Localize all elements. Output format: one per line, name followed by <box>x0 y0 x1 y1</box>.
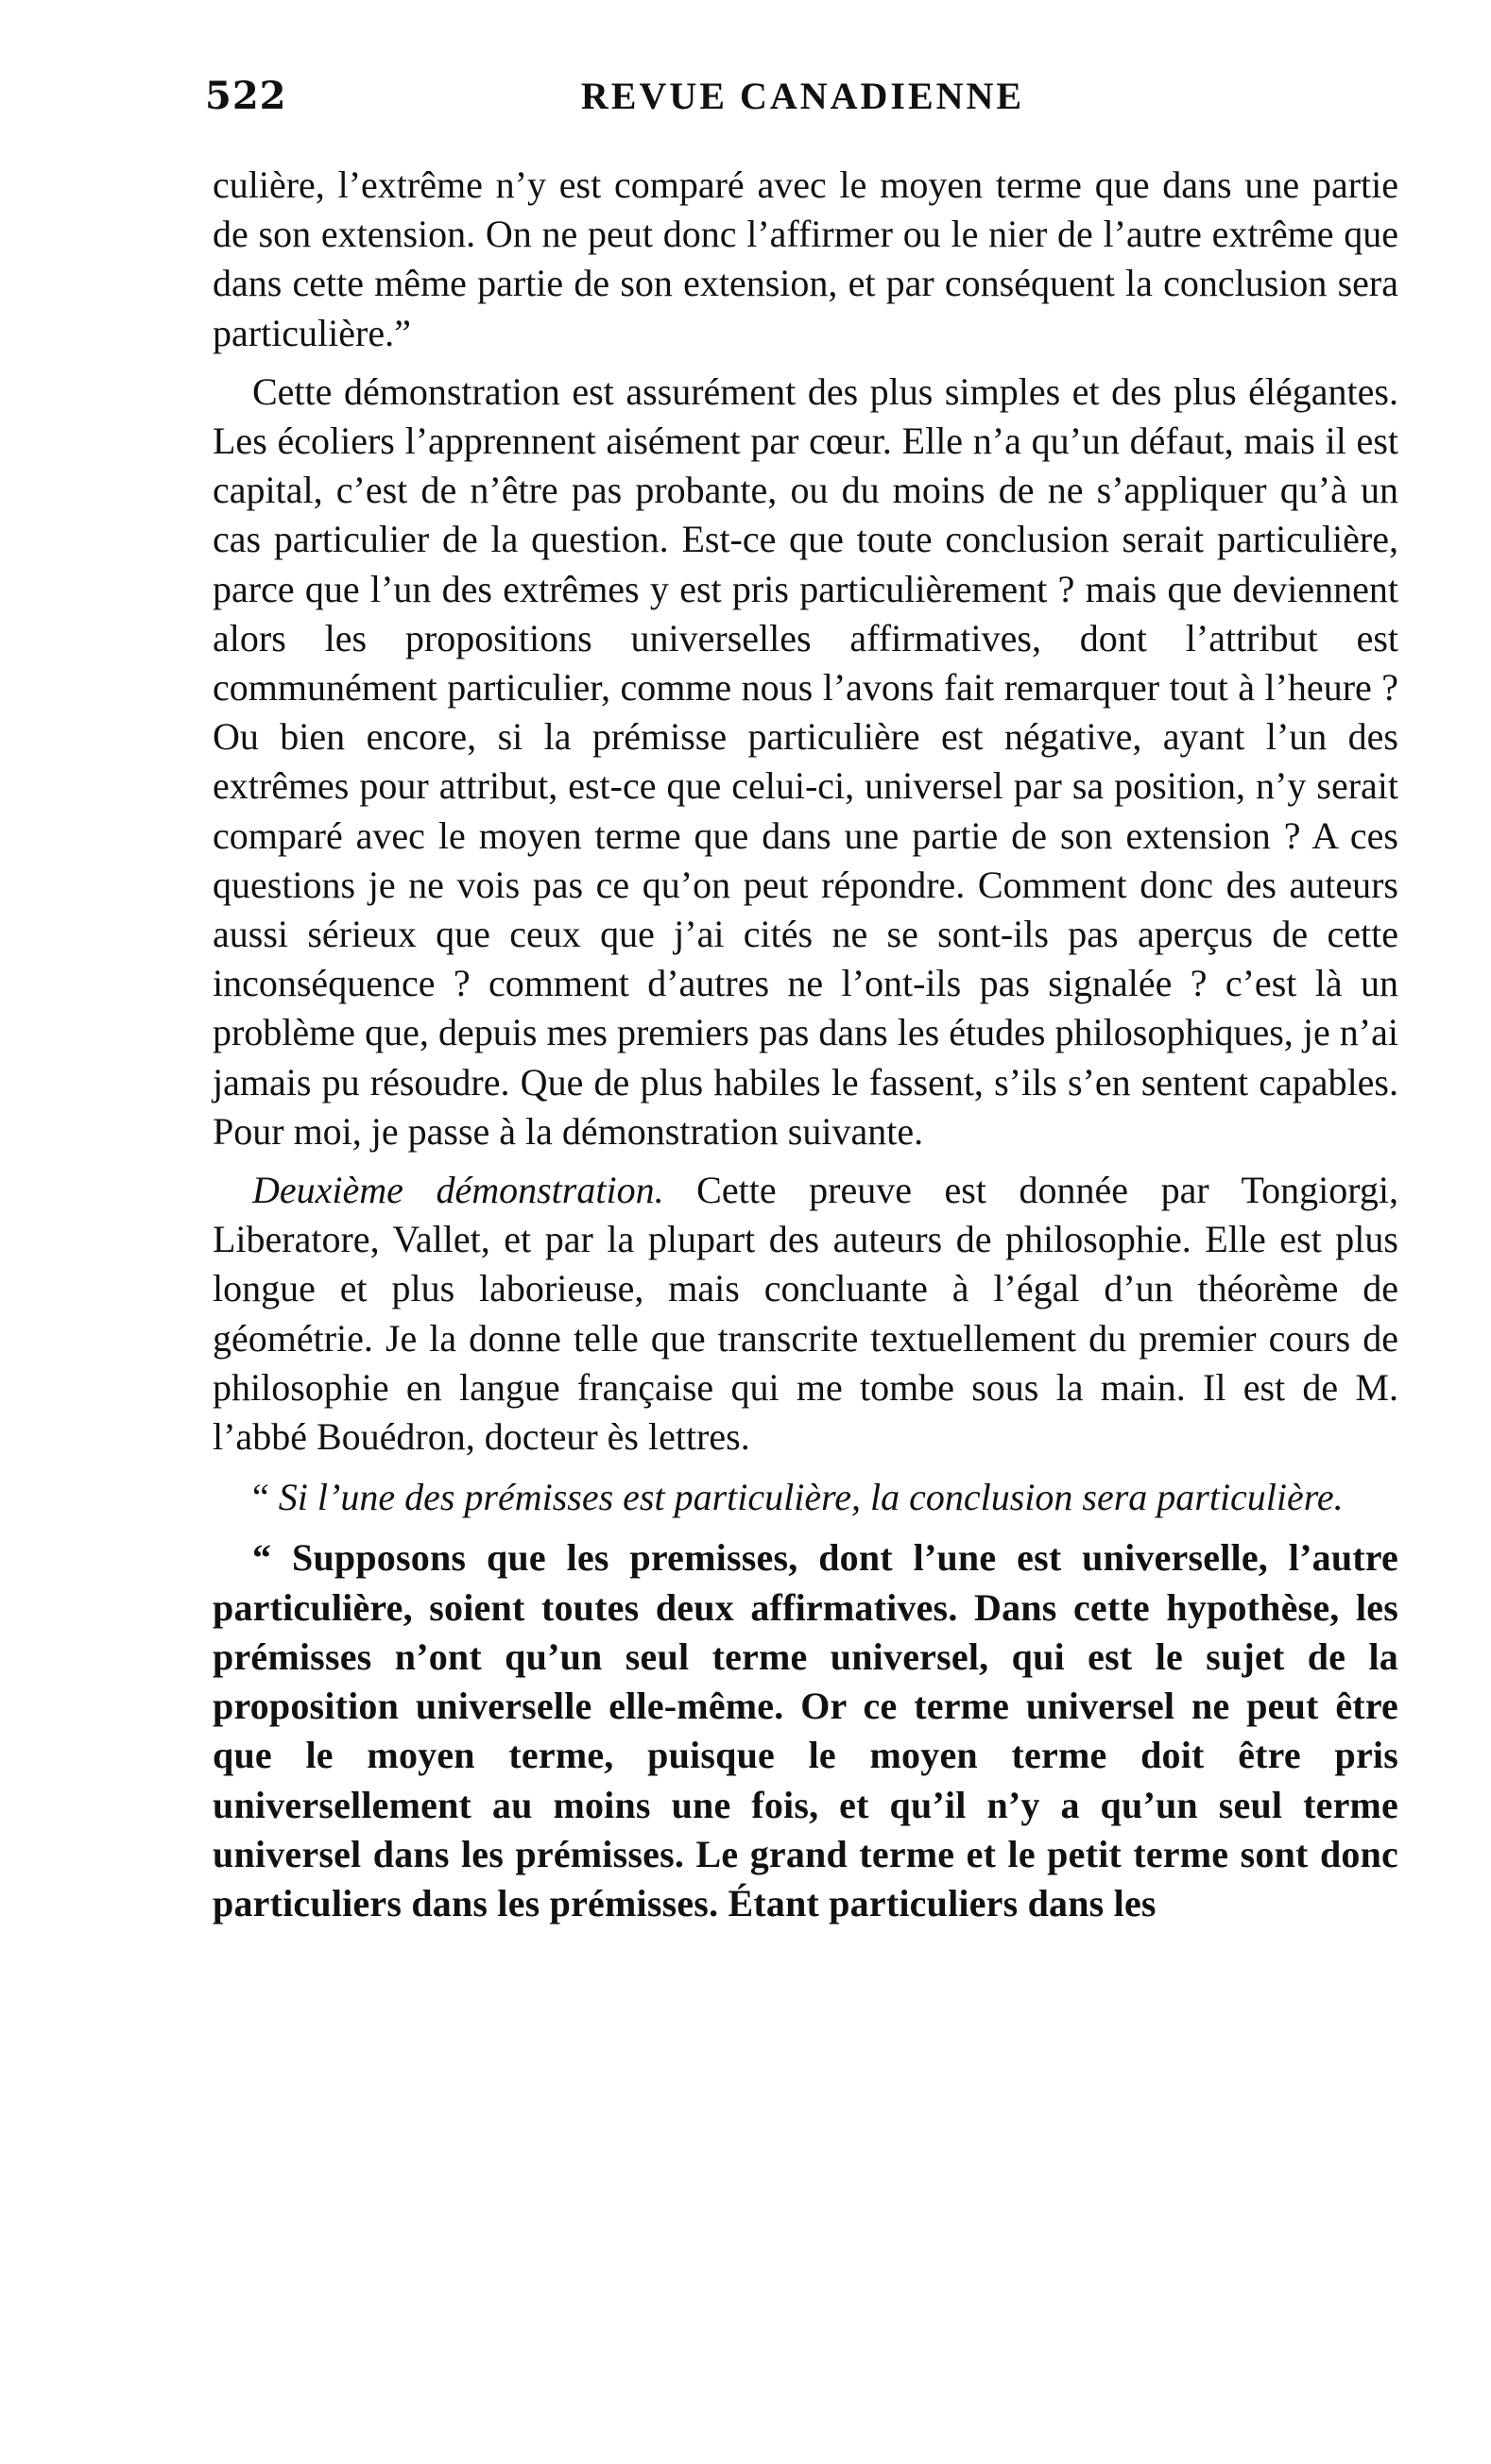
paragraph-first-demonstration-critique: Cette démonstration est assurément des plus simples et des plus élégantes. Les écoliers l’apprennent aisément par cœur. Elle n’a qu’un défaut, mais il est capital, c’est de n’être pas probante, ou du moins de ne s’appliquer qu’à un cas particulier de la question. Est-ce que toute conclusion serait particulière, parce que l’un des extrêmes y est pris particulièrement ? mais que deviennent alors les propositions universelles affirmatives, dont l’attribut est communément particulier, comme nous l’avons fait remarquer tout à l’heure ? Ou bien encore, si la prémisse particulière est négative, ayant l’un des extrêmes pour attribut, est-ce que celui-ci, universel par sa position, n’y serait comparé avec le moyen terme que dans une partie de son extension ? A ces questions je ne vois pas ce qu’on peut répondre. Comment donc des auteurs aussi sérieux que ceux que j’ai cités ne se sont-ils pas aperçus de cette inconséquence ? comment d’autres ne l’ont-ils pas signalée ? c’est là un problème que, depuis mes premiers pas dans les études philosophiques, je n’ai jamais pu résoudre. Que de plus habiles le fassent, s’ils s’en sentent capables. Pour moi, je passe à la démonstration suivante. <box>213 369 1398 1153</box>
quoted-theorem-text: Si l’une des prémisses est particulière, la conclusion sera particulière. <box>278 1476 1344 1519</box>
page-number: 522 <box>205 74 287 118</box>
paragraph-continuation: culière, l’extrême n’y est comparé avec le moyen terme que dans une partie de son extension. On ne peut donc l’affirmer ou le nier de l’autre extrême que dans cette même partie de son extension, et par conséquent la conclusion sera particulière.” <box>213 163 1398 354</box>
page-header <box>205 74 1400 140</box>
paragraph-second-demonstration-text: Cette preuve est donnée par Tongiorgi, Liberatore, Vallet, et par la plupart des auteurs de philosophie. Elle est plus longue et plus laborieuse, mais concluante à l’égal d’un théorème de géométrie. Je la donne telle que transcrite textuellement du premier cours de philosophie en langue française qui me tombe sous la main. Il est de M. l’abbé Bouédron, docteur ès lettres. <box>213 1169 1399 1459</box>
quote-open-mark: “ <box>252 1476 279 1519</box>
body-text <box>213 161 1398 1928</box>
section-heading-italic: Deuxième démonstration. <box>252 1169 664 1212</box>
paragraph-second-demonstration <box>213 1166 1398 1462</box>
quoted-theorem <box>213 1473 1398 1522</box>
running-title: REVUE CANADIENNE <box>580 75 1025 117</box>
quoted-proof-paragraph: “ Supposons que les premisses, dont l’une est universelle, l’autre particulière, soient toutes deux affirmatives. Dans cette hypothèse, les prémisses n’ont qu’un seul terme universel, qui est le sujet de la proposition universelle elle-même. Or ce terme universel ne peut être que le moyen terme, puisque le moyen terme doit être pris universellement au moins une fois, et qu’il n’y a qu’un seul terme universel dans les prémisses. Le grand terme et le petit terme sont donc particuliers dans les prémisses. Étant particuliers dans les <box>213 1536 1398 1925</box>
